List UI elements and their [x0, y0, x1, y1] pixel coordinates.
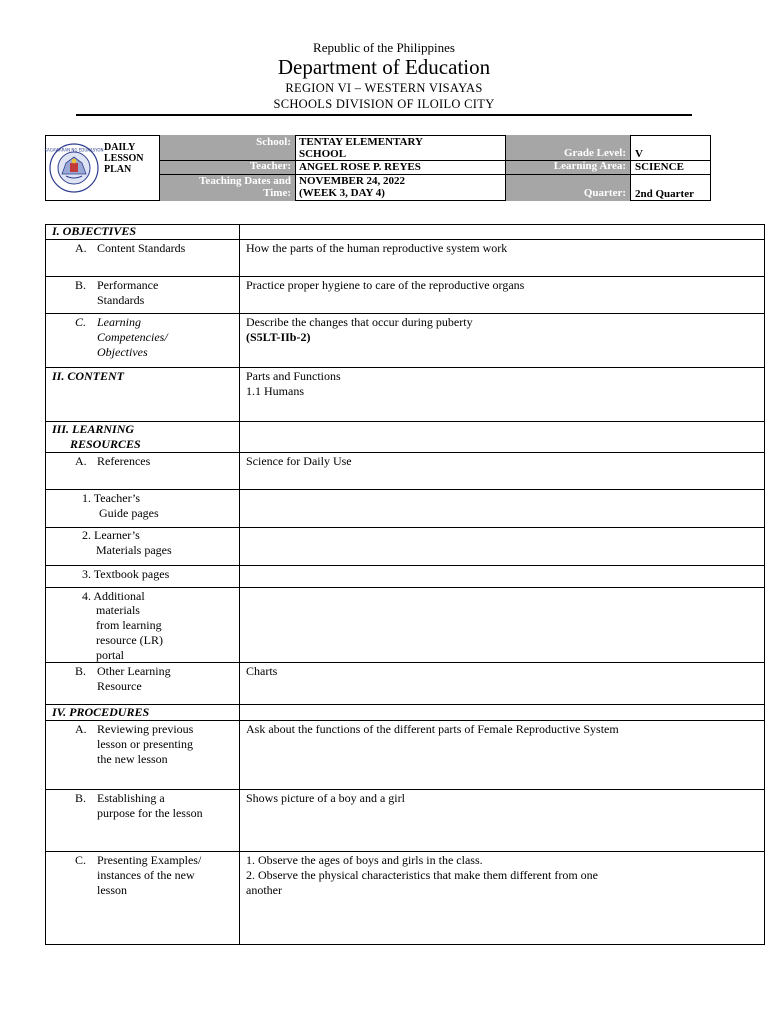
competencies-label [45, 314, 239, 367]
objectives-heading: I. OBJECTIVES [52, 224, 137, 238]
deped-seal-icon [44, 143, 104, 193]
region-heading: REGION VI – WESTERN VISAYAS [285, 81, 483, 95]
competencies-value [239, 314, 765, 367]
table-row [45, 277, 765, 314]
info-grid-line [630, 135, 631, 201]
table-row [45, 721, 765, 790]
procedures-value [239, 705, 765, 720]
info-grid-line [160, 160, 711, 161]
list-marker: C. [75, 853, 87, 867]
label-line: 2. Learner’s [82, 528, 140, 542]
purpose-value: Shows picture of a boy and a girl [239, 790, 765, 851]
info-grid-line [505, 135, 506, 201]
label-line: Standards [97, 293, 145, 307]
seal-lettering: KAGAWARAN NG EDUKASYON [44, 147, 104, 153]
grade-level-value: V [635, 148, 643, 160]
info-grid-line [295, 135, 296, 201]
label-line: from learning [96, 618, 162, 632]
info-grid-line [160, 174, 711, 175]
examples-line: another [246, 883, 282, 897]
table-row [45, 240, 765, 277]
label-line: Other Learning [97, 664, 171, 678]
school-value [296, 136, 504, 160]
teacher-value: ANGEL ROSE P. REYES [299, 161, 421, 173]
school-value-line: SCHOOL [299, 148, 347, 160]
content-heading: II. CONTENT [52, 369, 125, 383]
table-row [45, 368, 765, 422]
textbook-pages-label [45, 566, 239, 587]
list-marker: B. [75, 791, 87, 805]
table-row [45, 852, 765, 945]
list-marker: B. [75, 664, 87, 678]
additional-materials-label [45, 588, 239, 662]
examples-line: 2. Observe the physical characteristics that make them different from one [246, 868, 598, 882]
references-text: References [97, 454, 151, 468]
label-line: Resource [97, 679, 142, 693]
table-row [45, 528, 765, 566]
label-line: Reviewing previous [97, 722, 194, 736]
label-line: Objectives [97, 345, 148, 359]
label-line: portal [96, 648, 124, 662]
quarter-label: Quarter: [506, 174, 630, 201]
performance-standards-value: Practice proper hygiene to care of the reproductive organs [239, 277, 765, 313]
label-line: Competencies/ [97, 330, 168, 344]
content-line: Parts and Functions [246, 369, 341, 383]
list-marker: A. [75, 722, 87, 736]
label-line: Guide pages [99, 506, 159, 520]
quarter-value-text: 2nd Quarter [635, 188, 694, 200]
dates-label [160, 174, 295, 201]
content-standards-text: Content Standards [97, 241, 186, 255]
school-label: School: [160, 135, 295, 160]
table-row [45, 790, 765, 852]
table-row [45, 490, 765, 528]
department-heading: Department of Education [277, 55, 491, 79]
label-line: Learning [97, 315, 142, 329]
table-row [45, 566, 765, 588]
lm-pages-label [45, 528, 239, 565]
label-line: Establishing a [97, 791, 165, 805]
resources-heading [45, 422, 239, 452]
table-row [45, 422, 765, 453]
list-marker: B. [75, 278, 87, 292]
lm-pages-value [239, 528, 765, 565]
label-line: 3. Textbook pages [82, 567, 170, 581]
label-line: 4. Additional [82, 589, 145, 603]
references-value: Science for Daily Use [239, 453, 765, 489]
label-line: purpose for the lesson [97, 806, 203, 820]
additional-materials-value [239, 588, 765, 662]
plan-title-line: PLAN [104, 164, 132, 175]
examples-label [45, 852, 239, 944]
list-marker: C. [75, 315, 87, 329]
label-line: Presenting Examples/ [97, 853, 202, 867]
resources-value [239, 422, 765, 452]
plan-title-line: DAILY [104, 142, 136, 153]
label-line: materials [96, 603, 140, 617]
learning-area-label: Learning Area: [506, 160, 630, 174]
table-row [45, 224, 765, 240]
label-line: the new lesson [97, 752, 168, 766]
division-heading: SCHOOLS DIVISION OF ILOILO CITY [273, 97, 495, 111]
header-divider [76, 114, 692, 116]
dates-label-line: Teaching Dates and [199, 175, 291, 187]
content-standards-label [45, 240, 239, 276]
quarter-value [632, 188, 710, 200]
reviewing-label [45, 721, 239, 789]
performance-standards-label [45, 277, 239, 313]
tg-pages-value [239, 490, 765, 527]
content-standards-value: How the parts of the human reproductive system work [239, 240, 765, 276]
dates-value [296, 175, 504, 199]
label-line: 1. Teacher’s [82, 491, 141, 505]
daily-lesson-plan-title [104, 142, 156, 175]
references-label [45, 453, 239, 489]
table-row [45, 588, 765, 663]
dates-label-line: Time: [263, 187, 291, 199]
label-line: Performance [97, 278, 159, 292]
examples-line: 1. Observe the ages of boys and girls in the class. [246, 853, 483, 867]
list-marker: A. [75, 241, 87, 255]
table-row [45, 453, 765, 490]
content-line: 1.1 Humans [246, 384, 304, 398]
tg-pages-label [45, 490, 239, 527]
teacher-label: Teacher: [160, 160, 295, 174]
competency-code: (S5LT-IIb-2) [246, 330, 311, 344]
label-line: lesson or presenting [97, 737, 193, 751]
competency-text: Describe the changes that occur during puberty [246, 315, 473, 329]
school-value-line: TENTAY ELEMENTARY [299, 136, 423, 148]
dates-value-line: NOVEMBER 24, 2022 [299, 175, 406, 187]
textbook-pages-value [239, 566, 765, 587]
procedures-heading: IV. PROCEDURES [52, 705, 150, 719]
label-line: Materials pages [96, 543, 172, 557]
table-row [45, 314, 765, 368]
label-line: lesson [97, 883, 127, 897]
label-line: resource (LR) [96, 633, 163, 647]
label-line: instances of the new [97, 868, 195, 882]
resources-heading-line: RESOURCES [70, 437, 141, 451]
table-row [45, 663, 765, 705]
other-resource-label [45, 663, 239, 704]
learning-area-value: SCIENCE [635, 161, 684, 173]
content-value [239, 368, 765, 421]
resources-heading-line: III. LEARNING [52, 422, 135, 436]
objectives-value [239, 224, 765, 239]
reviewing-value: Ask about the functions of the different parts of Female Reproductive System [239, 721, 765, 789]
plan-title-line: LESSON [104, 153, 144, 164]
purpose-label [45, 790, 239, 851]
other-resource-value: Charts [239, 663, 765, 704]
examples-value [239, 852, 765, 944]
grade-level-label: Grade Level: [506, 135, 630, 160]
dates-value-line: (WEEK 3, DAY 4) [299, 187, 385, 199]
republic-heading: Republic of the Philippines [313, 40, 455, 55]
table-row [45, 705, 765, 721]
list-marker: A. [75, 454, 87, 468]
